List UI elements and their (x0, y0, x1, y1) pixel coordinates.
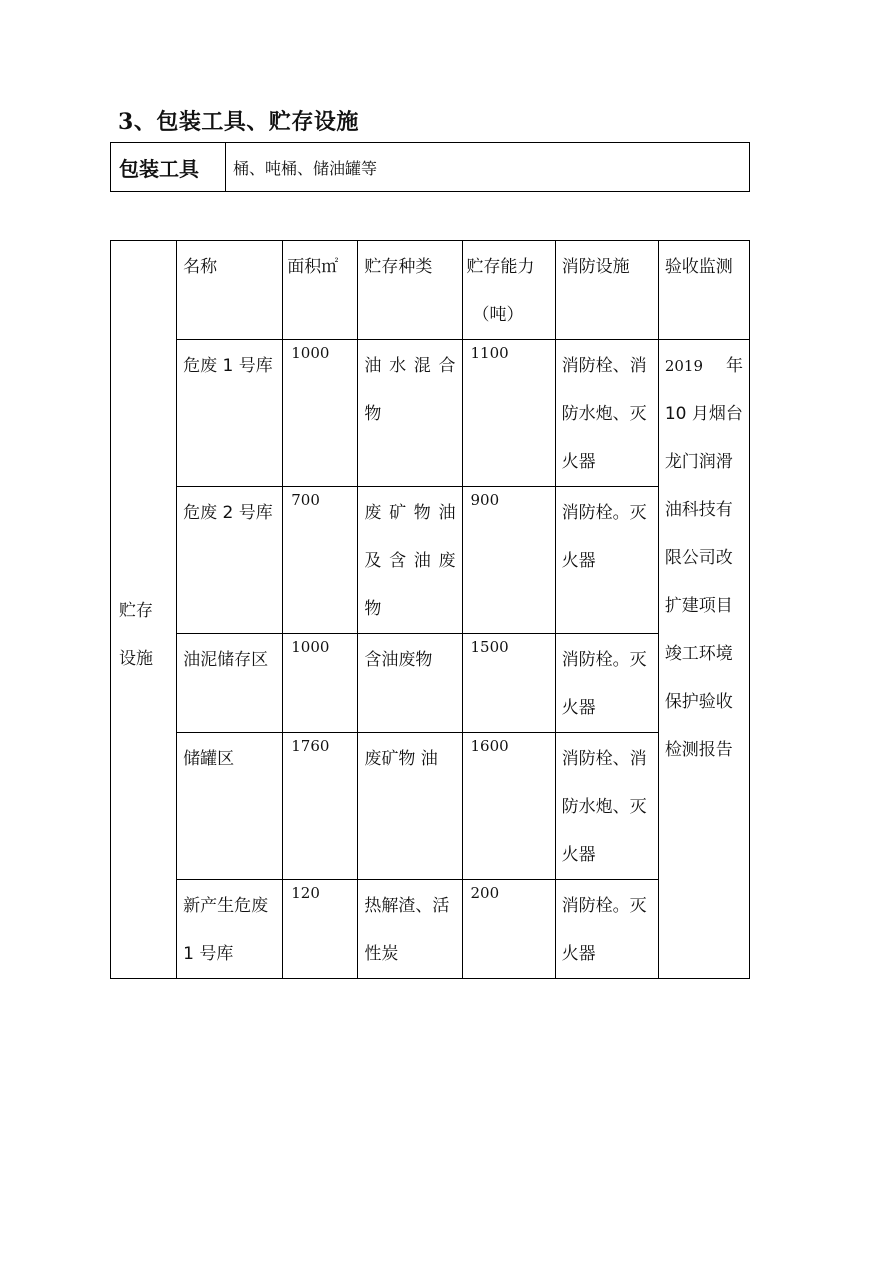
cell-area: 700 (283, 487, 358, 634)
packaging-label: 包装工具 (111, 143, 226, 192)
table-row (111, 634, 750, 733)
cell-capacity: 200 (462, 880, 555, 979)
packaging-value: 桶、吨桶、储油罐等 (226, 143, 750, 192)
storage-side-label (111, 241, 177, 979)
cell-capacity: 1600 (462, 733, 555, 880)
cell-name: 危废 2 号库 (177, 487, 283, 634)
header-capacity: 贮存能力 （吨） (462, 241, 555, 340)
header-type: 贮存种类 (358, 241, 462, 340)
cell-type: 热解渣、活 性炭 (358, 880, 462, 979)
cell-fire: 消防栓、消 防水炮、灭 火器 (555, 340, 658, 487)
packaging-table (110, 142, 750, 192)
cell-capacity: 900 (462, 487, 555, 634)
cell-type: 含油废物 (358, 634, 462, 733)
cell-capacity: 1500 (462, 634, 555, 733)
side-label-line2: 设施 (119, 648, 153, 669)
cell-type: 油 水 混 合 物 (358, 340, 462, 487)
storage-table (110, 240, 750, 979)
header-area: 面积㎡ (283, 241, 358, 340)
side-label-line1: 贮存 (119, 600, 153, 621)
cell-name: 危废 1 号库 (177, 340, 283, 487)
cell-area: 1000 (283, 634, 358, 733)
cell-name: 储罐区 (177, 733, 283, 880)
cell-area: 1760 (283, 733, 358, 880)
header-fire: 消防设施 (555, 241, 658, 340)
section-heading (118, 105, 359, 136)
section-title: 、包装工具、贮存设施 (133, 110, 359, 135)
cell-type: 废 矿 物 油 及 含 油 废 物 (358, 487, 462, 634)
cell-fire: 消防栓、消 防水炮、灭 火器 (555, 733, 658, 880)
table-row (111, 733, 750, 880)
header-name: 名称 (177, 241, 283, 340)
cell-fire: 消防栓。灭 火器 (555, 487, 658, 634)
cell-area: 1000 (283, 340, 358, 487)
cell-acceptance: 2019 年 10 月烟台 龙门润滑 油科技有 限公司改 扩建项目 竣工环境 保护验收 检测报告 (658, 340, 749, 979)
header-acceptance: 验收监测 (658, 241, 749, 340)
cell-fire: 消防栓。灭 火器 (555, 634, 658, 733)
table-row (111, 880, 750, 979)
cell-name: 油泥储存区 (177, 634, 283, 733)
cell-capacity: 1100 (462, 340, 555, 487)
cell-area: 120 (283, 880, 358, 979)
cell-fire: 消防栓。灭 火器 (555, 880, 658, 979)
table-row (111, 487, 750, 634)
cell-type: 废矿物 油 (358, 733, 462, 880)
section-number: 3 (118, 109, 134, 135)
cell-name: 新产生危废 1 号库 (177, 880, 283, 979)
table-row (111, 340, 750, 487)
